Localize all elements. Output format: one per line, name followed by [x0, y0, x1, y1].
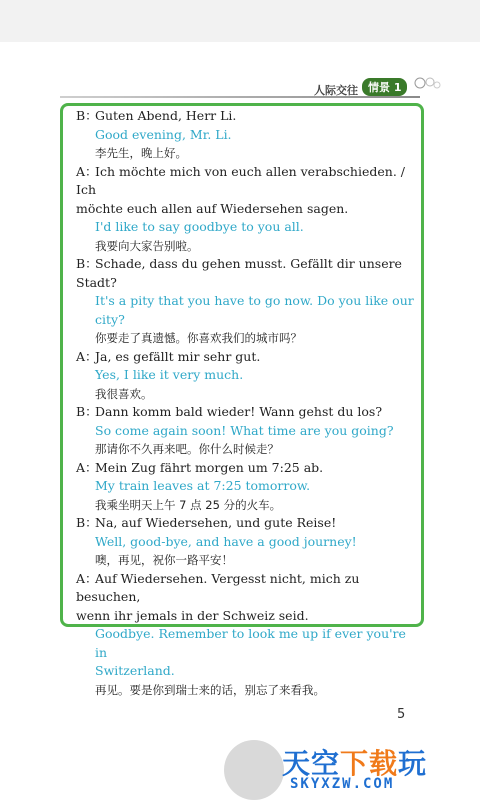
english-line: Yes, I like it very much. — [95, 367, 244, 382]
german-line: A：Ich möchte mich von euch allen verabschieden. / Ich — [76, 163, 405, 197]
german-line: B：Guten Abend, Herr Li. — [76, 107, 416, 126]
dialogue-turn — [76, 459, 416, 515]
chinese-line: 你要走了真遗憾。你喜欢我们的城市吗？ — [95, 331, 302, 345]
german-line: A：Auf Wiedersehen. Vergesst nicht, mich zu besuchen, — [76, 570, 360, 604]
chinese-line: 我乘坐明天上午 7 点 25 分的火车。 — [95, 497, 282, 512]
chinese-line: 我很喜欢。 — [95, 386, 153, 401]
chinese-line: 那请你不久再来吧。你什么时候走？ — [95, 442, 279, 456]
watermark-logo-icon — [224, 740, 284, 800]
english-line: So come again soon! What time are you going? — [95, 422, 394, 438]
english-line: I'd like to say goodbye to you all. — [95, 219, 304, 234]
flower-ornament-icon — [412, 74, 442, 92]
dialogue-turn — [76, 255, 416, 348]
german-line: möchte euch allen auf Wiedersehen sagen. — [76, 200, 349, 216]
dialogue-turn — [76, 570, 416, 700]
dialogue-turn — [76, 107, 416, 163]
english-line: Goodbye. Remember to look me up if ever you're in — [95, 626, 406, 660]
dialogue-turn — [76, 163, 416, 256]
german-line: A：Ja, es gefällt mir sehr gut. — [76, 348, 416, 367]
watermark-url: SKYXZW.COM — [290, 776, 395, 792]
speaker-label: A： — [76, 570, 98, 586]
scene-tag: 情景 1 — [362, 78, 407, 96]
german-line: B：Dann komm bald wieder! Wann gehst du los? — [76, 403, 416, 422]
speaker-label: B： — [76, 404, 98, 419]
chapter-title: 人际交往 — [314, 84, 358, 97]
english-line: city? — [95, 311, 125, 327]
speaker-label: B： — [76, 515, 98, 530]
speaker-label: A： — [76, 459, 98, 475]
top-status-bar — [0, 0, 480, 42]
speaker-label: A： — [76, 163, 98, 179]
chinese-line: 再见。要是你到瑞士来的话，别忘了来看我。 — [95, 682, 325, 697]
english-line: Well, good-bye, and have a good journey! — [95, 533, 357, 549]
crescent-moon-icon — [410, 700, 432, 728]
header-rule — [60, 96, 420, 98]
dialogue-turn — [76, 348, 416, 404]
german-line: B：Na, auf Wiedersehen, und gute Reise! — [76, 514, 416, 533]
english-line: My train leaves at 7:25 tomorrow. — [95, 478, 311, 493]
english-line: Switzerland. — [95, 663, 175, 678]
english-line: Good evening, Mr. Li. — [95, 126, 232, 142]
dialogue-content — [76, 107, 416, 699]
chinese-line: 我要向大家告别啦。 — [95, 238, 199, 253]
german-line: A：Mein Zug fährt morgen um 7:25 ab. — [76, 459, 416, 478]
speaker-label: B： — [76, 108, 98, 123]
dialogue-turn — [76, 403, 416, 459]
german-line: wenn ihr jemals in der Schweiz seid. — [76, 607, 309, 623]
german-line: B：Schade, dass du gehen musst. Gefällt dir unsere Stadt? — [76, 256, 402, 290]
page-number: 5 — [397, 707, 406, 722]
dialogue-turn — [76, 514, 416, 570]
speaker-label: B： — [76, 256, 98, 271]
watermark-title: 天空下载玩 — [282, 747, 428, 780]
english-line: It's a pity that you have to go now. Do you like our — [95, 293, 414, 308]
chinese-line: 李先生，晚上好。 — [95, 146, 187, 160]
speaker-label: A： — [76, 348, 98, 364]
chinese-line: 噢，再见，祝你一路平安！ — [95, 553, 233, 567]
